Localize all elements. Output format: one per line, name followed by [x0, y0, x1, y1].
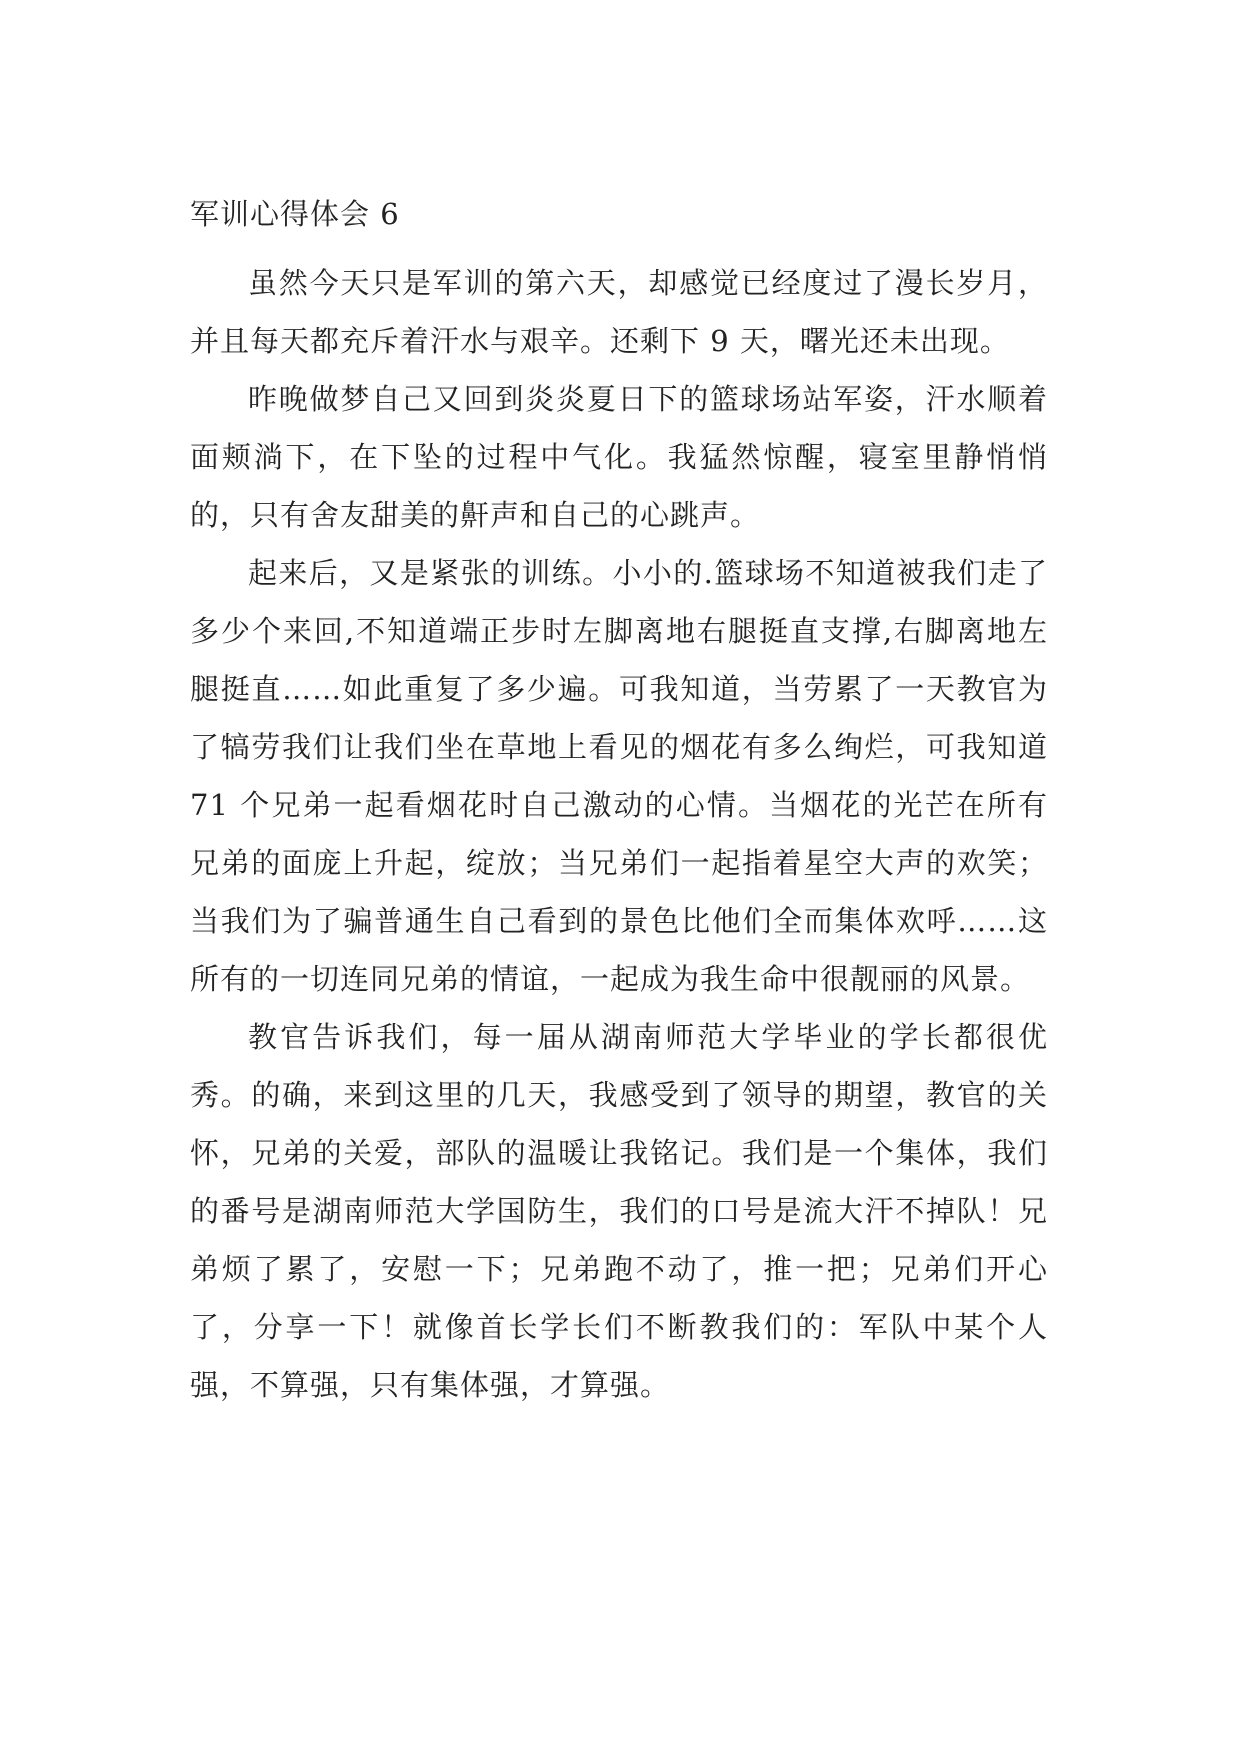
- paragraph-4: 教官告诉我们，每一届从湖南师范大学毕业的学长都很优秀。的确，来到这里的几天，我感受到了领导的期望，教官的关怀，兄弟的关爱，部队的温暖让我铭记。我们是一个集体，我们的番号是湖南师范大学国防生，我们的口号是流大汗不掉队！兄弟烦了累了，安慰一下；兄弟跑不动了，推一把；兄弟们开心了，分享一下！就像首长学长们不断教我们的：军队中某个人强，不算强，只有集体强，才算强。: [190, 1020, 1048, 1402]
- paragraph-2: 昨晚做梦自己又回到炎炎夏日下的篮球场站军姿，汗水顺着面颊淌下，在下坠的过程中气化。我猛然惊醒，寝室里静悄悄的，只有舍友甜美的鼾声和自己的心跳声。: [190, 382, 1048, 532]
- paragraph-1: 虽然今天只是军训的第六天，却感觉已经度过了漫长岁月，并且每天都充斥着汗水与艰辛。还剩下 9 天，曙光还未出现。: [190, 266, 1048, 358]
- document-title: 军训心得体会 6: [190, 197, 400, 231]
- paragraph-3: 起来后，又是紧张的训练。小小的.篮球场不知道被我们走了多少个来回,不知道端正步时左脚离地右腿挺直支撑,右脚离地左腿挺直……如此重复了多少遍。可我知道，当劳累了一天教官为了犒劳我们让我们坐在草地上看见的烟花有多么绚烂，可我知道 71 个兄弟一起看烟花时自己激动的心情。当烟花的光芒在所有兄弟的面庞上升起，绽放；当兄弟们一起指着星空大声的欢笑；当我们为了骗普通生自己看到的景色比他们全而集体欢呼……这所有的一切连同兄弟的情谊，一起成为我生命中很靓丽的风景。: [190, 556, 1048, 996]
- document-page: [190, 196, 1048, 1414]
